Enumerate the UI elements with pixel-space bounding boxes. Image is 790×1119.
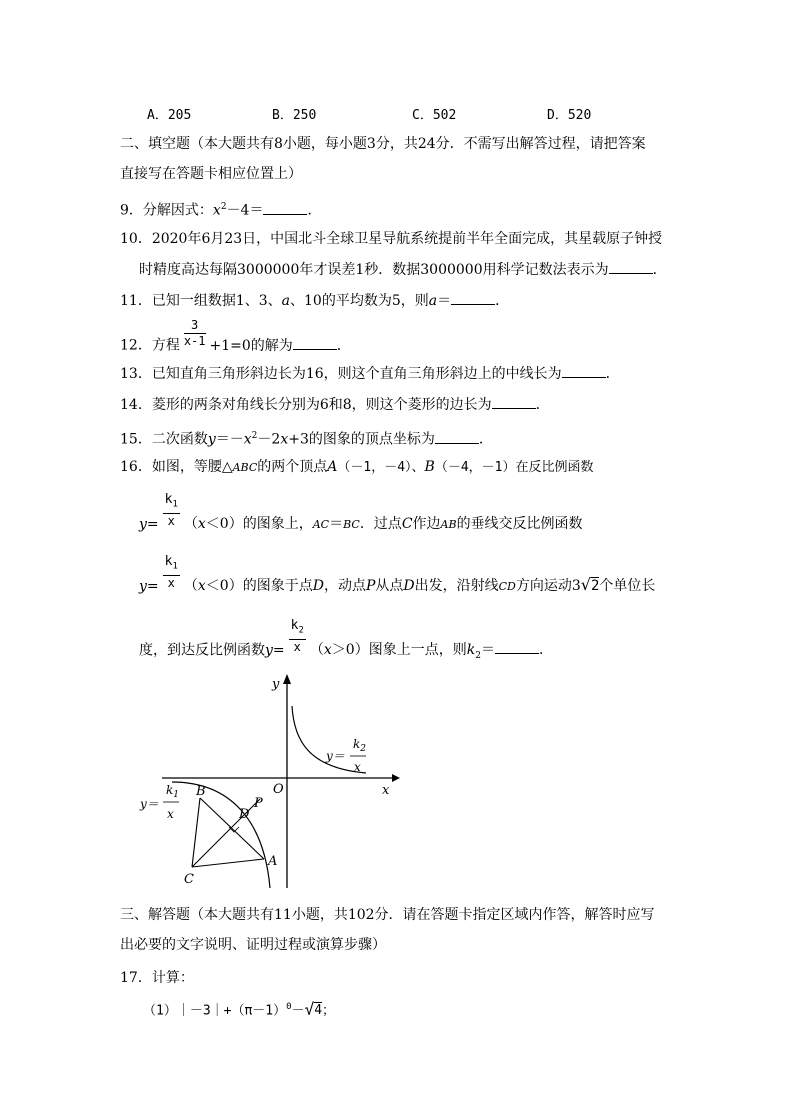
k1-sub-2: 1 bbox=[172, 561, 178, 572]
q16-line3c: ，动点 bbox=[323, 578, 366, 595]
q16-k2-fraction bbox=[289, 618, 306, 655]
q16-line2b: ＜0）的图象上， bbox=[205, 516, 313, 533]
q16-k2-ans: k bbox=[466, 642, 476, 659]
answer-blank bbox=[562, 365, 606, 378]
q11-eq: ＝ bbox=[437, 293, 452, 309]
q9-exponent: 2 bbox=[220, 202, 227, 212]
q9-prefix: 9．分解因式： bbox=[120, 202, 213, 219]
q16-line2a: （ bbox=[183, 516, 198, 533]
answer-blank bbox=[263, 202, 307, 215]
q16-point-c: C bbox=[401, 516, 413, 533]
coordinate-figure bbox=[130, 670, 410, 895]
section3-heading-line2: 出必要的文字说明、证明过程或演算步骤） bbox=[120, 937, 386, 953]
q16-k1-num bbox=[163, 492, 180, 514]
q16-line4c: ＞0）图象上一点，则 bbox=[331, 642, 467, 659]
q16-k1-fraction-2 bbox=[163, 554, 180, 591]
q14-end: ． bbox=[535, 397, 550, 413]
q12-fraction bbox=[184, 318, 206, 349]
q16-line2c: ．过点 bbox=[359, 516, 402, 533]
q10-end: ． bbox=[652, 262, 667, 278]
point-a-label: A bbox=[268, 854, 278, 869]
y-axis-label: y bbox=[272, 677, 280, 692]
q15-exponent: 2 bbox=[251, 431, 258, 441]
question-17-title: 17．计算： bbox=[120, 970, 194, 986]
curve1-y-label: y＝ bbox=[140, 797, 159, 811]
curve2-k: k bbox=[353, 737, 361, 751]
q16-point-a: A bbox=[327, 459, 338, 475]
option-d: D．520 bbox=[547, 108, 592, 123]
q16-x-den-3: x bbox=[293, 639, 301, 654]
question-16-line4 bbox=[139, 618, 553, 661]
k1-letter: k bbox=[164, 492, 173, 507]
q16-point-d: D bbox=[312, 578, 324, 595]
q12-suffix: +1=0的解为 bbox=[209, 337, 293, 354]
k2-sub: 2 bbox=[298, 625, 304, 636]
q16-x-den: x bbox=[167, 513, 175, 528]
q16-line1a: 16．如图，等腰△ bbox=[120, 459, 233, 475]
q17-sqrt-value: 4 bbox=[314, 1003, 323, 1019]
curve2-num bbox=[353, 737, 366, 754]
curve1-num bbox=[166, 783, 179, 800]
q15-y: y bbox=[207, 431, 216, 448]
q16-line3d: 从点 bbox=[375, 578, 404, 595]
segment-ca bbox=[192, 859, 264, 867]
section2-heading-line2: 直接写在答题卡相应位置上） bbox=[120, 166, 302, 182]
curve1-sub: 1 bbox=[173, 790, 180, 800]
q9-var: x bbox=[212, 202, 221, 219]
x-axis-label: x bbox=[382, 783, 390, 798]
q16-ac: AC bbox=[312, 518, 330, 532]
q15-x2: x bbox=[280, 431, 289, 448]
q16-line3b: ＜0）的图象于点 bbox=[205, 578, 313, 595]
q16-point-d-2: D bbox=[403, 578, 415, 595]
q16-k1-fraction bbox=[163, 492, 180, 529]
q15-rest: －2 bbox=[257, 431, 281, 448]
point-c-label: C bbox=[184, 872, 194, 887]
q16-line1b: 的两个顶点 bbox=[257, 459, 328, 475]
q16-line3e: 出发，沿射线 bbox=[414, 578, 499, 595]
q15-rest2: +3的图象的顶点坐标为 bbox=[288, 431, 435, 448]
q9-expr-rest: －4＝ bbox=[226, 202, 264, 219]
q15-eq: ＝－ bbox=[215, 431, 244, 448]
q16-sqrt-value: 2 bbox=[590, 578, 600, 595]
q11-var2: a bbox=[428, 293, 438, 309]
q16-line4var: x bbox=[323, 642, 332, 659]
question-14 bbox=[120, 395, 550, 415]
answer-blank bbox=[495, 641, 539, 654]
q16-point-p: P bbox=[365, 578, 376, 595]
q17-part1b: － bbox=[291, 1003, 305, 1019]
ray-cd bbox=[192, 799, 260, 867]
question-15 bbox=[120, 426, 493, 450]
q16-eq: ＝ bbox=[329, 516, 344, 533]
q16-line2e: 的垂线交反比例函数 bbox=[456, 516, 583, 533]
q16-b-coord: （－4，－1）在反比例函数 bbox=[434, 460, 594, 475]
q17-part1a: （1）｜－3｜+（π－1） bbox=[143, 1003, 287, 1019]
q16-line2d: 作边 bbox=[412, 516, 441, 533]
origin-label: O bbox=[273, 782, 284, 797]
question-16-line1 bbox=[120, 457, 593, 478]
question-12 bbox=[120, 318, 351, 355]
curve1-den: x bbox=[167, 807, 174, 821]
answer-blank bbox=[492, 396, 536, 409]
curve1-k: k bbox=[166, 783, 174, 797]
question-16-line2 bbox=[139, 492, 583, 533]
answer-blank bbox=[293, 337, 337, 350]
question-11 bbox=[120, 291, 509, 311]
q17-exponent: 0 bbox=[286, 1002, 292, 1012]
curve2-y-label: y＝ bbox=[326, 749, 345, 763]
q11-var: a bbox=[281, 293, 290, 309]
q12-prefix: 12．方程 bbox=[120, 337, 180, 354]
point-d-label: D bbox=[239, 807, 250, 822]
q16-k2-ans-sub: 2 bbox=[475, 651, 481, 662]
k2-letter: k bbox=[290, 618, 299, 633]
curve2-den: x bbox=[354, 760, 361, 774]
question-13 bbox=[120, 364, 620, 384]
q16-ab: AB bbox=[440, 518, 457, 532]
section2-heading-line1: 二、填空题（本大题共有8小题，每小题3分，共24分．不需写出解答过程，请把答案 bbox=[120, 136, 646, 152]
question-10-line2 bbox=[139, 260, 667, 280]
q16-triangle: ABC bbox=[232, 461, 258, 474]
point-p-label: P bbox=[254, 796, 263, 811]
q16-line3f: 方向运动3 bbox=[515, 578, 581, 595]
q16-a-coord: （－1，－4）、 bbox=[337, 460, 425, 475]
q15-x: x bbox=[243, 431, 252, 448]
q16-point-b: B bbox=[424, 459, 435, 475]
q16-k1-num-2 bbox=[163, 554, 180, 576]
q10-line2-text: 时精度高达每隔3000000年才误差1秒．数据3000000用科学记数法表示为 bbox=[139, 262, 609, 278]
sqrt-symbol: √ bbox=[304, 999, 315, 1019]
q11-end: ． bbox=[495, 293, 510, 309]
q16-end: ． bbox=[538, 642, 553, 659]
q16-line4a: 度，到达反比例函数 bbox=[139, 642, 265, 659]
q16-line3g: 个单位长 bbox=[599, 578, 656, 595]
q16-y-label-2: y= bbox=[139, 578, 159, 595]
section3-heading-line1: 三、解答题（本大题共有11小题，共102分．请在答题卡指定区域内作答，解答时应写 bbox=[120, 907, 655, 923]
q11-prefix: 11．已知一组数据1、3、 bbox=[120, 293, 282, 309]
q14-text: 14．菱形的两条对角线长分别为6和8，则这个菱形的边长为 bbox=[120, 397, 492, 413]
q12-end: ． bbox=[336, 337, 351, 354]
q17-part1c: ； bbox=[322, 1003, 336, 1019]
k1-sub: 1 bbox=[172, 499, 178, 510]
q16-x-den-2: x bbox=[167, 575, 175, 590]
q12-numerator: 3 bbox=[184, 318, 206, 334]
segment-bc bbox=[192, 798, 200, 867]
q16-y-label-3: y= bbox=[265, 642, 285, 659]
q16-line4d: ＝ bbox=[480, 642, 495, 659]
q16-line2var: x bbox=[197, 516, 206, 533]
y-axis-arrow bbox=[283, 674, 291, 684]
answer-blank bbox=[451, 292, 495, 305]
option-a: A．205 bbox=[147, 108, 192, 123]
q15-end: ． bbox=[478, 431, 493, 448]
question-16-line3 bbox=[139, 554, 655, 595]
q13-end: ． bbox=[605, 366, 620, 382]
question-17-part1 bbox=[143, 997, 335, 1021]
q16-bc: BC bbox=[343, 518, 360, 532]
option-c: C．502 bbox=[412, 108, 457, 123]
q16-line3var: x bbox=[197, 578, 206, 595]
q15-prefix: 15．二次函数 bbox=[120, 431, 208, 448]
q16-line4b: （ bbox=[309, 642, 324, 659]
question-9 bbox=[120, 197, 321, 221]
q9-end: ． bbox=[307, 202, 322, 219]
q16-cd: CD bbox=[498, 580, 516, 594]
sqrt-symbol: √ bbox=[580, 575, 591, 595]
answer-blank bbox=[609, 261, 653, 274]
q16-line3a: （ bbox=[183, 578, 198, 595]
q16-k2-num bbox=[289, 618, 306, 640]
q12-denominator: x-1 bbox=[183, 334, 206, 348]
x-axis-arrow bbox=[392, 774, 400, 782]
q13-text: 13．已知直角三角形斜边长为16，则这个直角三角形斜边上的中线长为 bbox=[120, 366, 562, 382]
option-b: B．250 bbox=[272, 108, 317, 123]
answer-blank bbox=[435, 431, 479, 444]
curve2-sub: 2 bbox=[360, 744, 367, 754]
point-b-label: B bbox=[196, 784, 206, 799]
q11-mid: 、10的平均数为5，则 bbox=[290, 293, 429, 309]
q16-y-label: y= bbox=[139, 516, 159, 533]
k1-letter-2: k bbox=[164, 554, 173, 569]
question-10-line1: 10．2020年6月23日，中国北斗全球卫星导航系统提前半年全面完成，其星载原子钟授 bbox=[120, 231, 663, 247]
